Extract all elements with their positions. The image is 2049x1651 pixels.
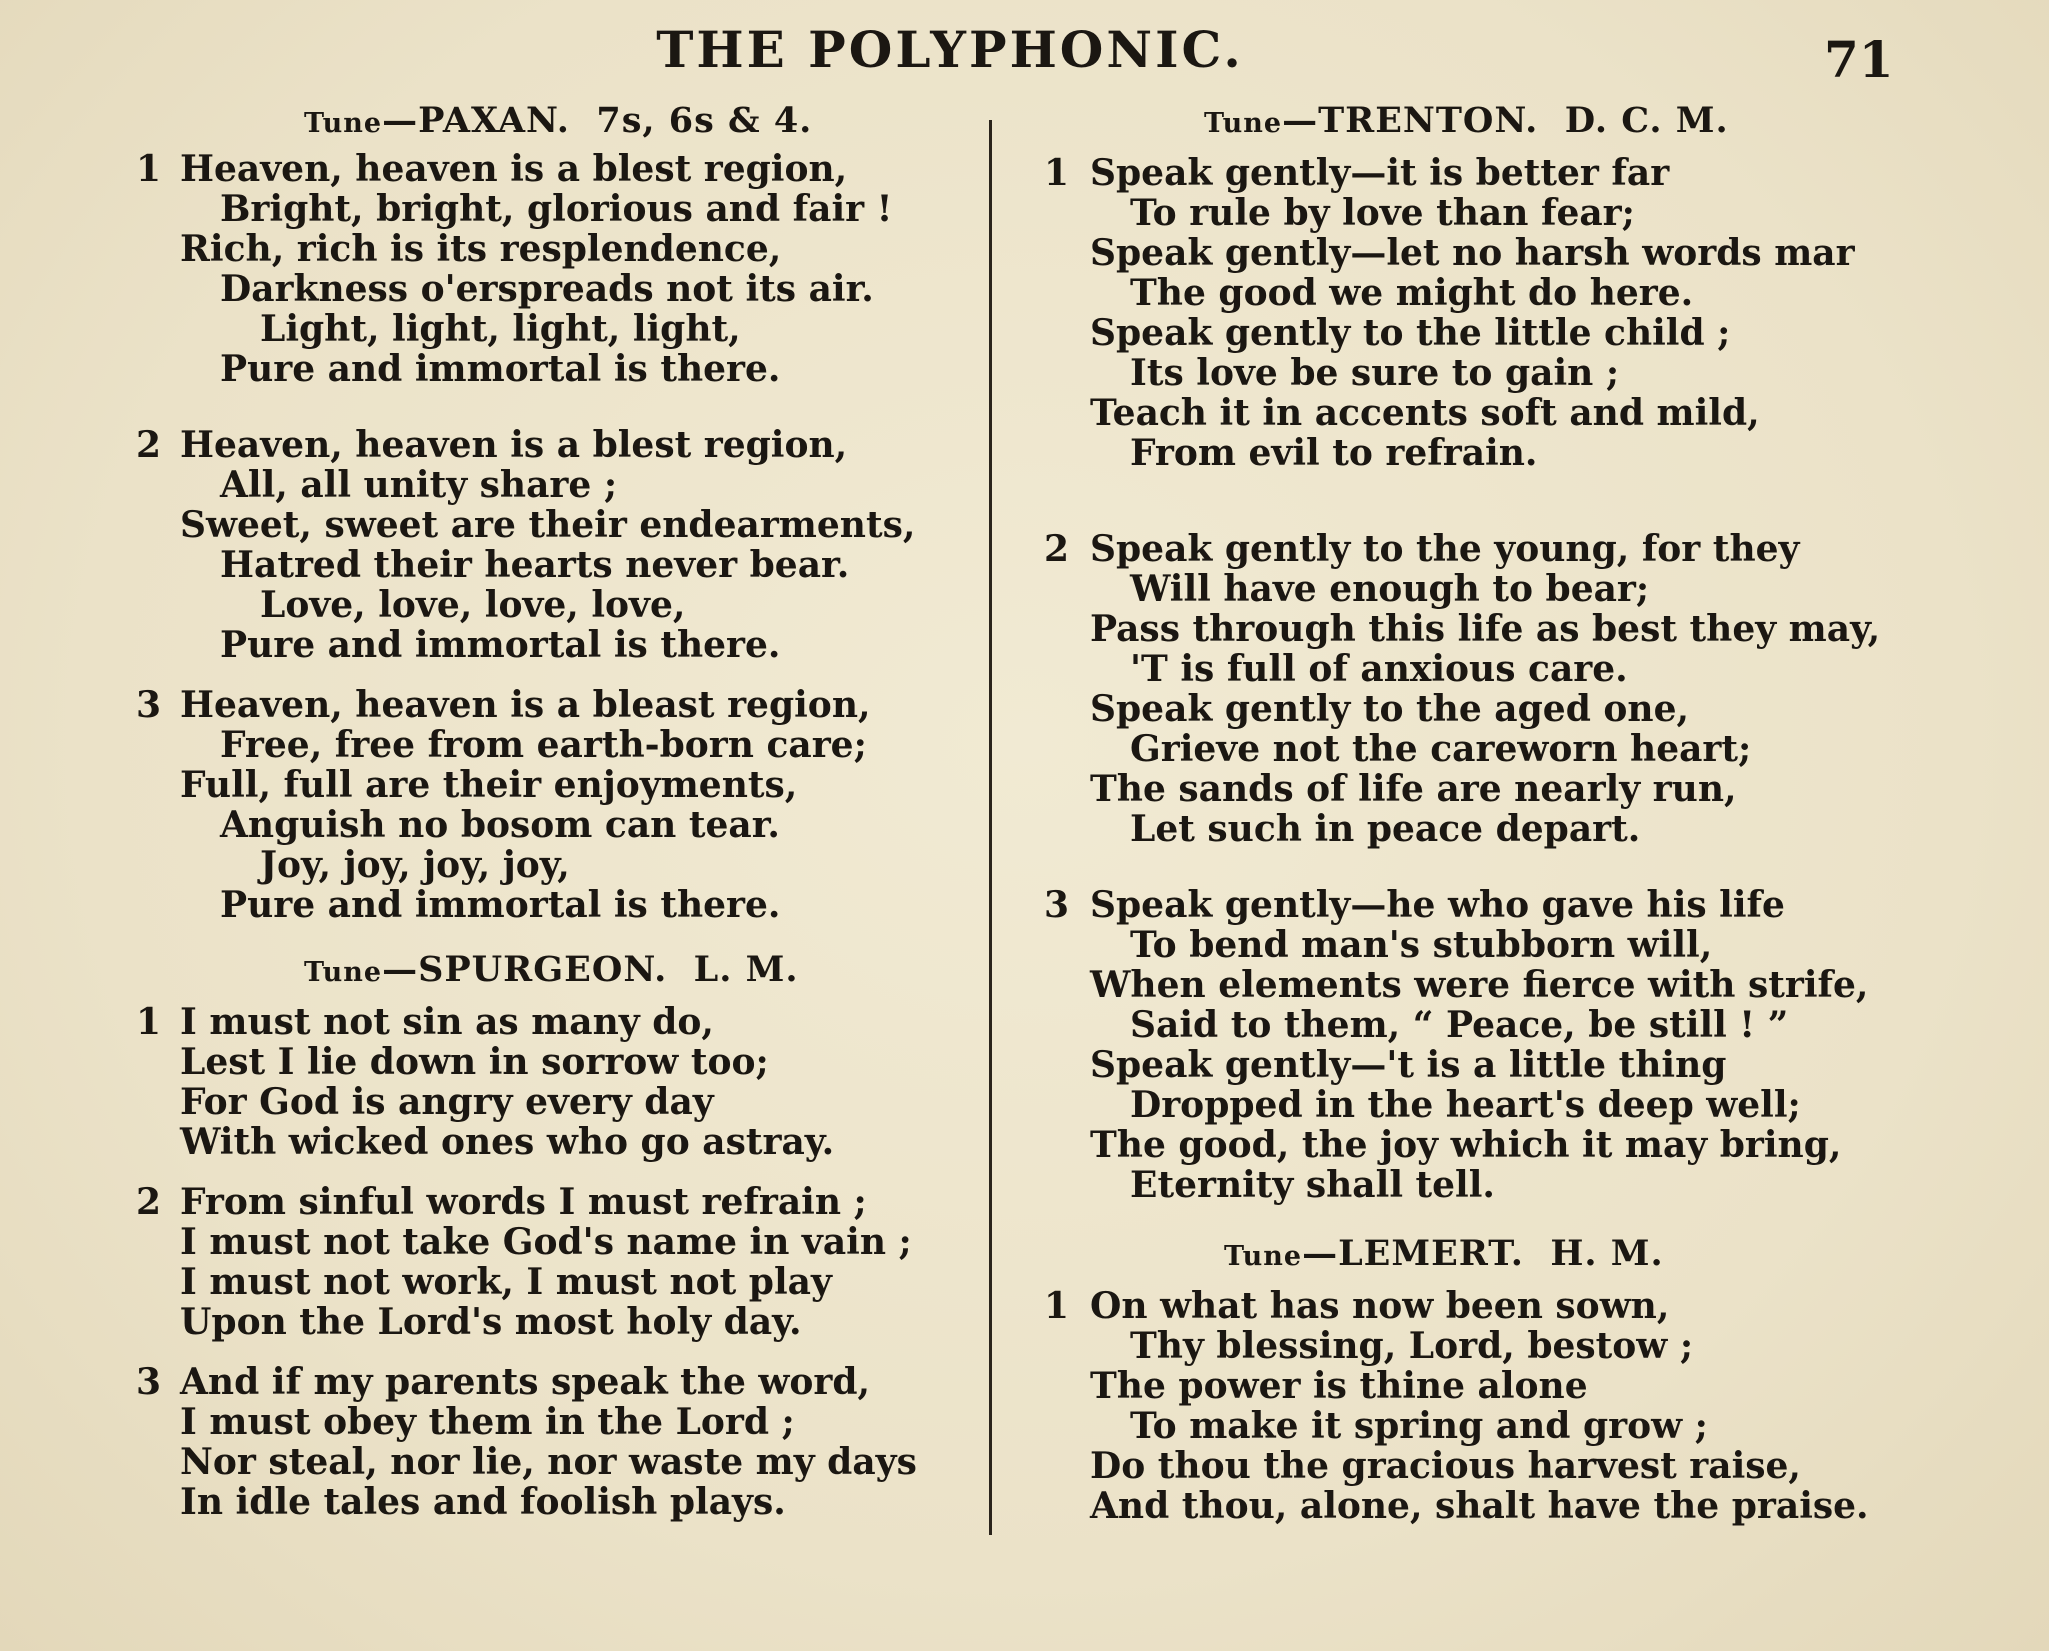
left-column — [136, 100, 986, 1558]
verse-line: Lest I lie down in sorrow too; — [180, 1041, 769, 1083]
verse-line: When elements were fierce with strife, — [1090, 964, 1869, 1006]
stanza-trenton-2 — [1044, 529, 1924, 849]
running-head: THE POLYPHONIC. — [656, 20, 1244, 79]
tune-meter: H. M. — [1550, 1233, 1664, 1274]
verse-line: Joy, joy, joy, joy, — [260, 844, 570, 886]
page-number: 71 — [1824, 30, 1894, 89]
stanza-number: 1 — [136, 148, 162, 190]
verse-line: Anguish no bosom can tear. — [220, 804, 780, 846]
stanza-number: 3 — [136, 684, 162, 726]
verse-line: The good, the joy which it may bring, — [1090, 1124, 1842, 1166]
verse-line: Speak gently—'t is a little thing — [1090, 1044, 1727, 1086]
verse-line: Do thou the gracious harvest raise, — [1090, 1445, 1801, 1487]
verse-line: Its love be sure to gain ; — [1130, 352, 1620, 394]
stanza-number: 1 — [1044, 152, 1070, 194]
verse-line: To bend man's stubborn will, — [1130, 924, 1713, 966]
stanza-trenton-1 — [1044, 153, 1924, 473]
stanza-spurgeon-3 — [136, 1362, 986, 1522]
verse-line: Let such in peace depart. — [1130, 808, 1641, 850]
verse-line: Sweet, sweet are their endearments, — [180, 504, 916, 546]
verse-line: Full, full are their enjoyments, — [180, 764, 798, 806]
column-divider — [989, 120, 992, 1535]
verse-line: To make it spring and grow ; — [1130, 1405, 1708, 1447]
verse-line: Dropped in the heart's deep well; — [1130, 1084, 1801, 1126]
stanza-number: 1 — [136, 1001, 162, 1043]
tune-label: Tune — [304, 108, 383, 139]
stanza-paxan-3 — [136, 685, 986, 925]
verse-line: Thy blessing, Lord, bestow ; — [1130, 1325, 1694, 1367]
verse-line: Pure and immortal is there. — [220, 348, 781, 390]
verse-line: Speak gently to the little child ; — [1090, 312, 1731, 354]
stanza-number: 2 — [1044, 528, 1070, 570]
verse-line: From evil to refrain. — [1130, 432, 1538, 474]
stanza-lemert-1 — [1044, 1286, 1924, 1526]
tune-name: —PAXAN. — [382, 100, 570, 141]
verse-line: Hatred their hearts never bear. — [220, 544, 850, 586]
verse-line: The power is thine alone — [1090, 1365, 1588, 1407]
verse-line: Will have enough to bear; — [1130, 568, 1650, 610]
verse-line: Heaven, heaven is a bleast region, — [180, 684, 871, 726]
verse-line: Speak gently to the aged one, — [1090, 688, 1690, 730]
tune-heading-spurgeon — [304, 949, 1154, 990]
stanza-spurgeon-1 — [136, 1002, 986, 1162]
stanza-paxan-2 — [136, 425, 986, 665]
verse-line: Upon the Lord's most holy day. — [180, 1301, 802, 1343]
verse-line: With wicked ones who go astray. — [180, 1121, 835, 1163]
verse-line: To rule by love than fear; — [1130, 192, 1635, 234]
verse-line: Teach it in accents soft and mild, — [1090, 392, 1760, 434]
verse-line: On what has now been sown, — [1090, 1285, 1670, 1327]
tune-meter: 7s, 6s & 4. — [596, 100, 813, 141]
verse-line: 'T is full of anxious care. — [1130, 648, 1628, 690]
verse-line: Love, love, love, love, — [260, 584, 686, 626]
verse-line: Pure and immortal is there. — [220, 884, 781, 926]
tune-name: —SPURGEON. — [382, 949, 668, 990]
verse-line: Rich, rich is its resplendence, — [180, 228, 782, 270]
stanza-spurgeon-2 — [136, 1182, 986, 1342]
verse-line: Free, free from earth-born care; — [220, 724, 867, 766]
verse-line: I must obey them in the Lord ; — [180, 1401, 795, 1443]
verse-line: From sinful words I must refrain ; — [180, 1181, 867, 1223]
verse-line: For God is angry every day — [180, 1081, 714, 1123]
verse-line: Pure and immortal is there. — [220, 624, 781, 666]
tune-label: Tune — [304, 957, 383, 988]
verse-line: Speak gently—it is better far — [1090, 152, 1670, 194]
verse-line: And if my parents speak the word, — [180, 1361, 871, 1403]
stanza-number: 3 — [136, 1361, 162, 1403]
tune-label: Tune — [1224, 1241, 1303, 1272]
verse-line: Heaven, heaven is a blest region, — [180, 424, 848, 466]
tune-heading-trenton — [1204, 100, 2049, 141]
tune-meter: D. C. M. — [1564, 100, 1729, 141]
tune-name: —LEMERT. — [1302, 1233, 1524, 1274]
tune-heading-paxan — [304, 100, 1154, 141]
verse-line: Eternity shall tell. — [1130, 1164, 1495, 1206]
stanza-number: 3 — [1044, 884, 1070, 926]
verse-line: Pass through this life as best they may, — [1090, 608, 1881, 650]
tune-heading-lemert — [1224, 1233, 2049, 1274]
verse-line: I must not work, I must not play — [180, 1261, 832, 1303]
stanza-number: 1 — [1044, 1285, 1070, 1327]
right-column — [1044, 100, 1924, 1562]
verse-line: All, all unity share ; — [220, 464, 618, 506]
verse-line: The good we might do here. — [1130, 272, 1694, 314]
verse-line: Bright, bright, glorious and fair ! — [220, 188, 893, 230]
verse-line: Speak gently—let no harsh words mar — [1090, 232, 1855, 274]
verse-line: In idle tales and foolish plays. — [180, 1481, 786, 1523]
stanza-number: 2 — [136, 1181, 162, 1223]
verse-line: Grieve not the careworn heart; — [1130, 728, 1752, 770]
verse-line: Nor steal, nor lie, nor waste my days — [180, 1441, 917, 1483]
stanza-trenton-3 — [1044, 885, 1924, 1205]
verse-line: The sands of life are nearly run, — [1090, 768, 1737, 810]
verse-line: Speak gently to the young, for they — [1090, 528, 1800, 570]
verse-line: Darkness o'erspreads not its air. — [220, 268, 874, 310]
tune-name: —TRENTON. — [1282, 100, 1539, 141]
verse-line: Said to them, “ Peace, be still ! ” — [1130, 1004, 1789, 1046]
tune-meter: L. M. — [693, 949, 799, 990]
verse-line: And thou, alone, shalt have the praise. — [1090, 1485, 1869, 1527]
tune-label: Tune — [1204, 108, 1283, 139]
verse-line: Heaven, heaven is a blest region, — [180, 148, 848, 190]
stanza-paxan-1 — [136, 149, 986, 389]
verse-line: Light, light, light, light, — [260, 308, 741, 350]
verse-line: I must not sin as many do, — [180, 1001, 714, 1043]
verse-line: Speak gently—he who gave his life — [1090, 884, 1785, 926]
verse-line: I must not take God's name in vain ; — [180, 1221, 912, 1263]
stanza-number: 2 — [136, 424, 162, 466]
